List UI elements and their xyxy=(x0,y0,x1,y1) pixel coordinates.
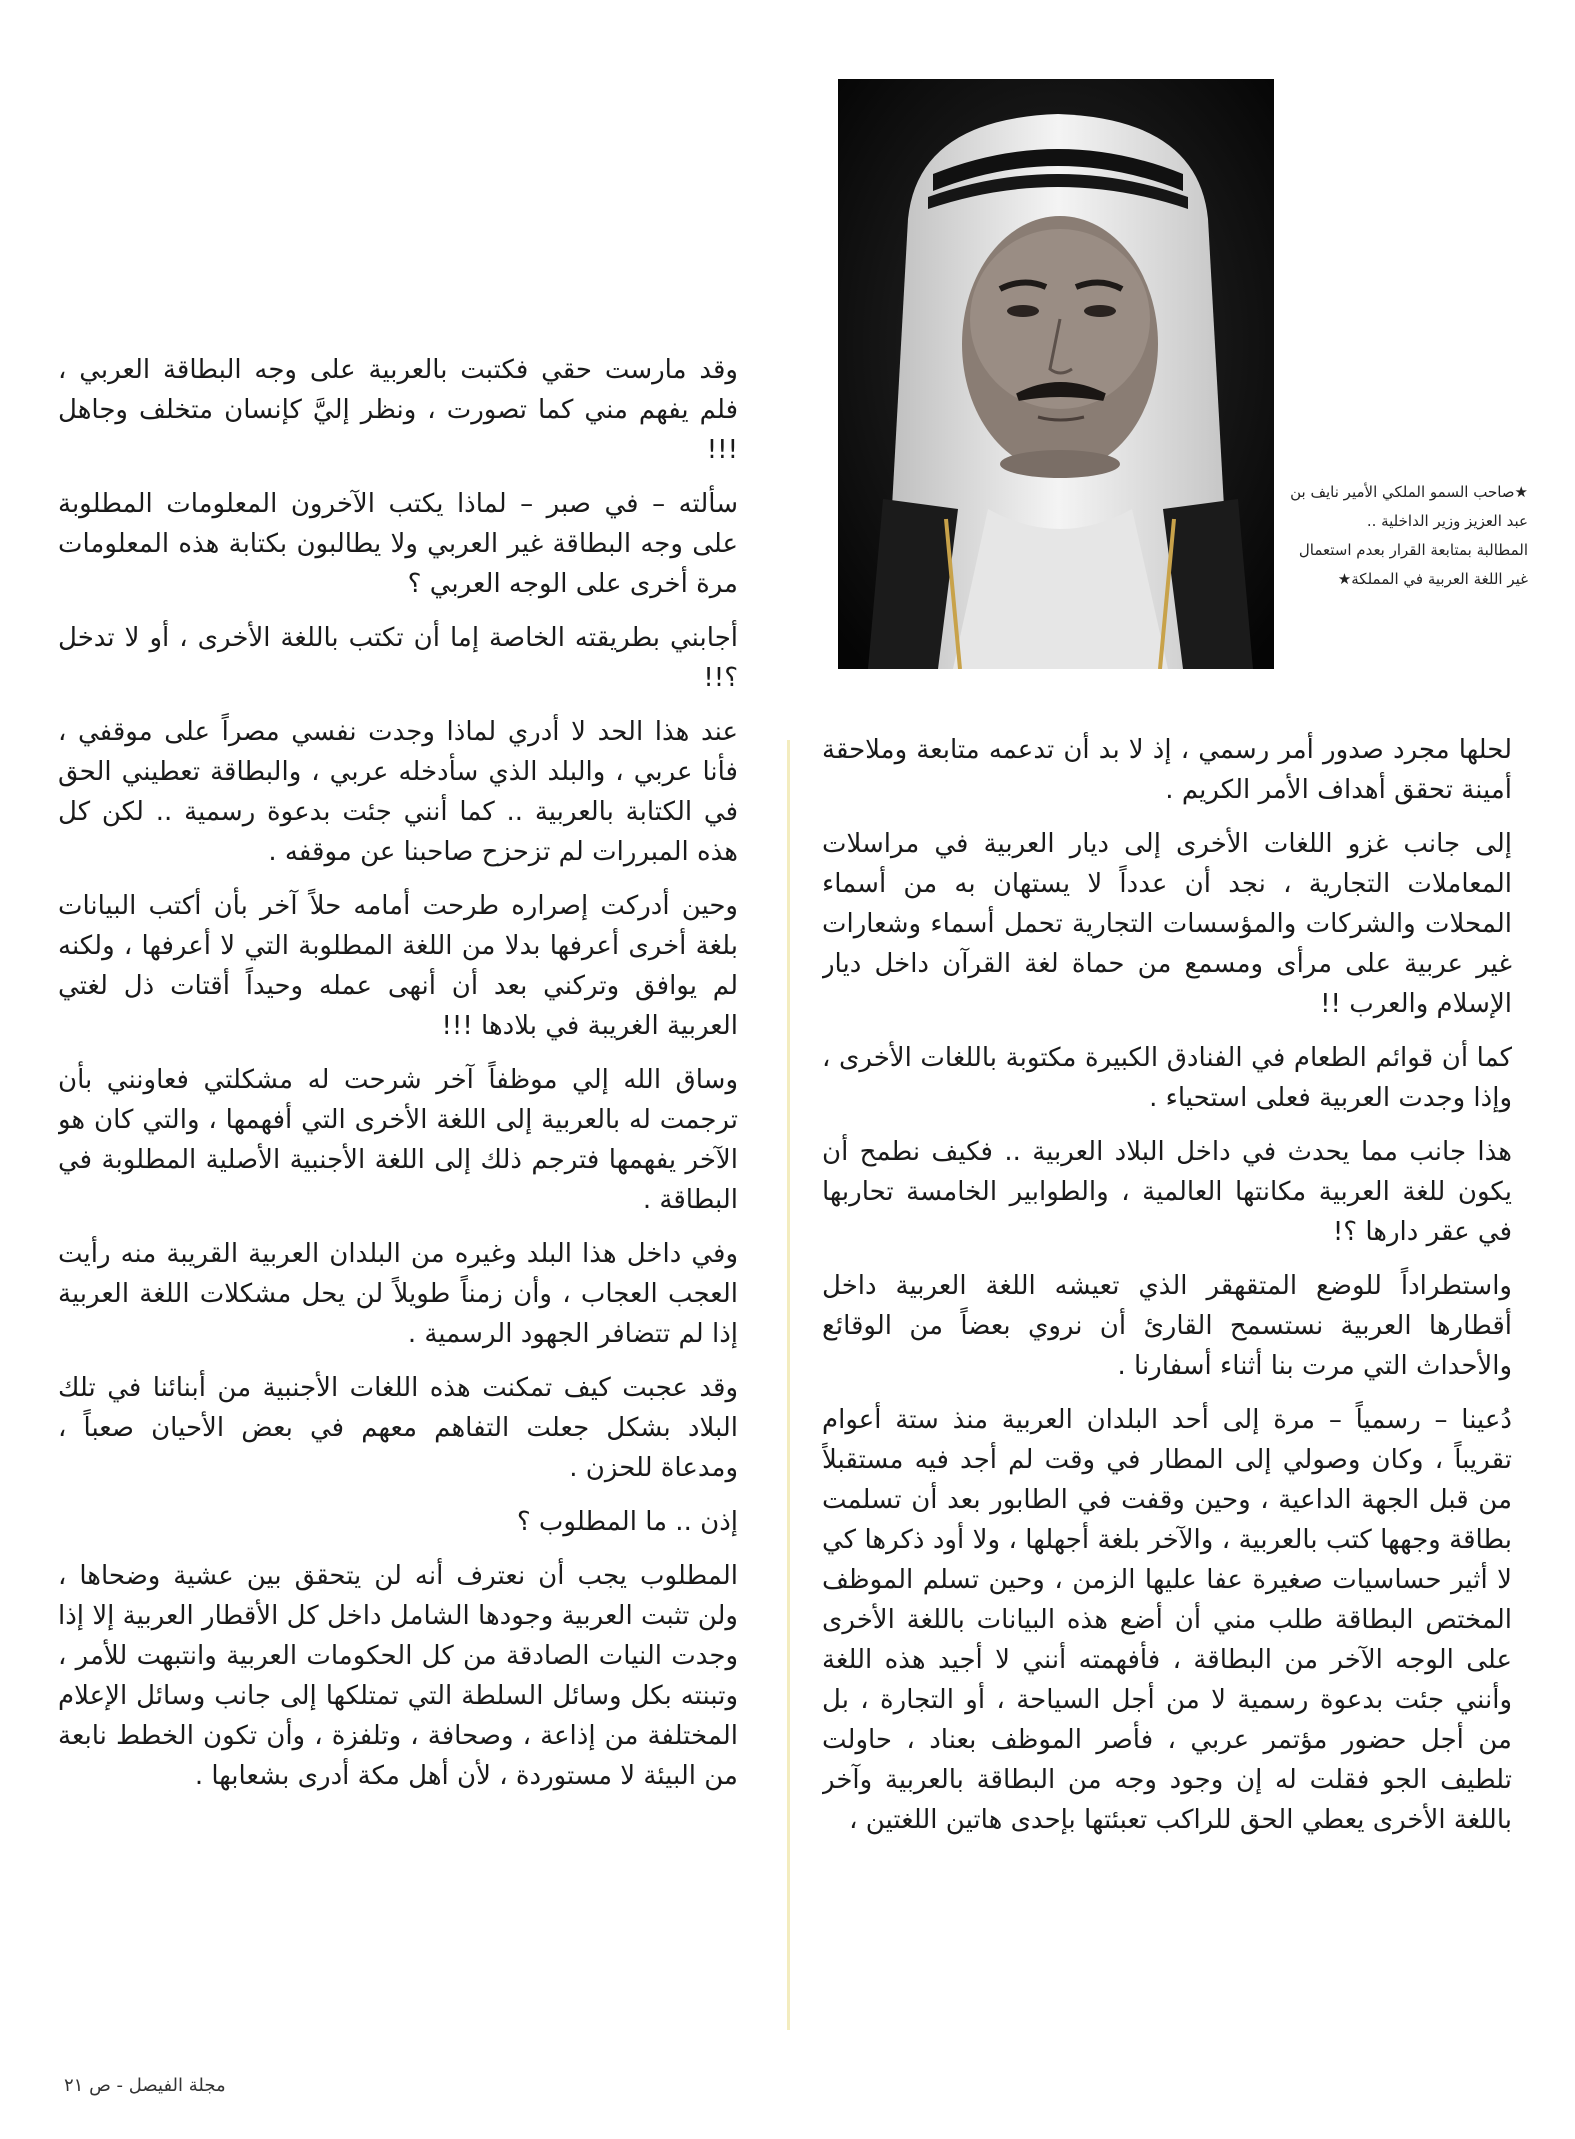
paragraph: إذن .. ما المطلوب ؟ xyxy=(516,1507,738,1537)
paragraph: وحين أدركت إصراره طرحت أمامه حلاً آخر بأن أكتب البيانات بلغة أخرى أعرفها بدلا من اللغة المطلوبة التي لا أعرفها ، ولكنه لم يوافق وتركني بعد أن أنهى عمله وحيداً أقتات ذل لغتي العربية الغريبة في بلادها !!! xyxy=(58,891,738,1041)
article-column-left xyxy=(58,350,738,2050)
article-column-right xyxy=(822,730,1512,2030)
paragraph: عند هذا الحد لا أدري لماذا وجدت نفسي مصراً على موقفي ، فأنا عربي ، والبلد الذي سأدخله عربي ، والبطاقة تعطيني الحق في الكتابة بالعربية .. كما أنني جئت بدعوة رسمية .. لكن كل هذه المبررات لم تزحزح صاحبنا عن موقفه . xyxy=(58,717,738,867)
paragraph: أجابني بطريقته الخاصة إما أن تكتب باللغة الأخرى ، أو لا تدخل ؟!! xyxy=(58,623,738,693)
paragraph: وفي داخل هذا البلد وغيره من البلدان العربية القريبة منه رأيت العجب العجاب ، وأن زمناً طويلاً لن يحل مشكلات اللغة العربية إذا لم تتضافر الجهود الرسمية . xyxy=(58,1239,738,1349)
paragraph: لحلها مجرد صدور أمر رسمي ، إذ لا بد أن تدعمه متابعة وملاحقة أمينة تحقق أهداف الأمر الكريم . xyxy=(822,735,1512,805)
paragraph: وقد عجبت كيف تمكنت هذه اللغات الأجنبية من أبنائنا في تلك البلاد بشكل جعلت التفاهم معهم في بعض الأحيان صعباً ، ومدعاة للحزن . xyxy=(58,1373,738,1483)
portrait-photo xyxy=(838,79,1274,669)
portrait-photo-icon xyxy=(838,79,1274,669)
caption-line-1: ★صاحب السمو الملكي الأمير نايف بن عبد العزيز وزير الداخلية .. xyxy=(1290,483,1528,530)
column-divider xyxy=(787,740,790,2030)
paragraph: هذا جانب مما يحدث في داخل البلاد العربية .. فكيف نطمح أن يكون للغة العربية مكانتها العالمية ، والطوابير الخامسة تحاربها في عقر دارها ؟! xyxy=(822,1137,1512,1247)
paragraph: كما أن قوائم الطعام في الفنادق الكبيرة مكتوبة باللغات الأخرى ، وإذا وجدت العربية فعلى استحياء . xyxy=(822,1043,1512,1113)
paragraph: المطلوب يجب أن نعترف أنه لن يتحقق بين عشية وضحاها ، ولن تثبت العربية وجودها الشامل داخل كل الأقطار العربية إلا إذا وجدت النيات الصادقة من كل الحكومات العربية وانتبهت للأمر ، وتبنته بكل وسائل السلطة التي تمتلكها إلى جانب وسائل الإعلام المختلفة من إذاعة ، وصحافة ، وتلفزة ، وأن تكون الخطط نابعة من البيئة لا مستوردة ، لأن أهل مكة أدرى بشعابها . xyxy=(58,1561,738,1791)
paragraph: واستطراداً للوضع المتقهقر الذي تعيشه اللغة العربية داخل أقطارها العربية نستسمح القارئ أن نروي بعضاً من الوقائع والأحداث التي مرت بنا أثناء أسفارنا . xyxy=(822,1271,1512,1381)
paragraph: سألته – في صبر – لماذا يكتب الآخرون المعلومات المطلوبة على وجه البطاقة غير العربي ولا يطالبون بكتابة هذه المعلومات مرة أخرى على الوجه العربي ؟ xyxy=(58,489,738,599)
paragraph: إلى جانب غزو اللغات الأخرى إلى ديار العربية في مراسلات المعاملات التجارية ، نجد أن عدداً لا يستهان به من أسماء المحلات والشركات والمؤسسات التجارية تحمل أسماء وشعارات غير عربية على مرأى ومسمع من حماة لغة القرآن داخل ديار الإسلام والعرب !! xyxy=(822,829,1512,1019)
caption-line-2: المطالبة بمتابعة القرار بعدم استعمال غير اللغة العربية في المملكة★ xyxy=(1298,541,1528,588)
page-footer: مجلة الفيصل - ص ٢١ xyxy=(64,2075,226,2096)
photo-caption xyxy=(1288,478,1528,594)
paragraph: دُعينا – رسمياً – مرة إلى أحد البلدان العربية منذ ستة أعوام تقريباً ، وكان وصولي إلى المطار في وقت لم أجد فيه مستقبلاً من قبل الجهة الداعية ، وحين وقفت في الطابور بعد أن تسلمت بطاقة وجهها كتب بالعربية ، والآخر بلغة أجهلها ، ولا أود ذكرها كي لا أثير حساسيات صغيرة عفا عليها الزمن ، وحين تسلم الموظف المختص البطاقة طلب مني أن أضع هذه البيانات باللغة الأخرى على الوجه الآخر من البطاقة ، فأفهمته أنني لا أجيد هذه اللغة وأنني جئت بدعوة رسمية لا من أجل السياحة ، أو التجارة ، بل من أجل حضور مؤتمر عربي ، فأصر الموظف بعناد ، حاولت تلطيف الجو فقلت له إن وجود وجه من البطاقة بالعربية وآخر باللغة الأخرى يعطي الحق للراكب تعبئتها بإحدى هاتين اللغتين ، xyxy=(822,1405,1512,1835)
paragraph: وساق الله إلي موظفاً آخر شرحت له مشكلتي فعاونني بأن ترجمت له بالعربية إلى اللغة الأخرى التي أفهمها ، والتي كان هو الآخر يفهمها فترجم ذلك إلى اللغة الأجنبية الأصلية المطلوبة في البطاقة . xyxy=(58,1065,738,1215)
paragraph: وقد مارست حقي فكتبت بالعربية على وجه البطاقة العربي ، فلم يفهم مني كما تصورت ، ونظر إليَّ كإنسان متخلف وجاهل !!! xyxy=(58,355,738,465)
